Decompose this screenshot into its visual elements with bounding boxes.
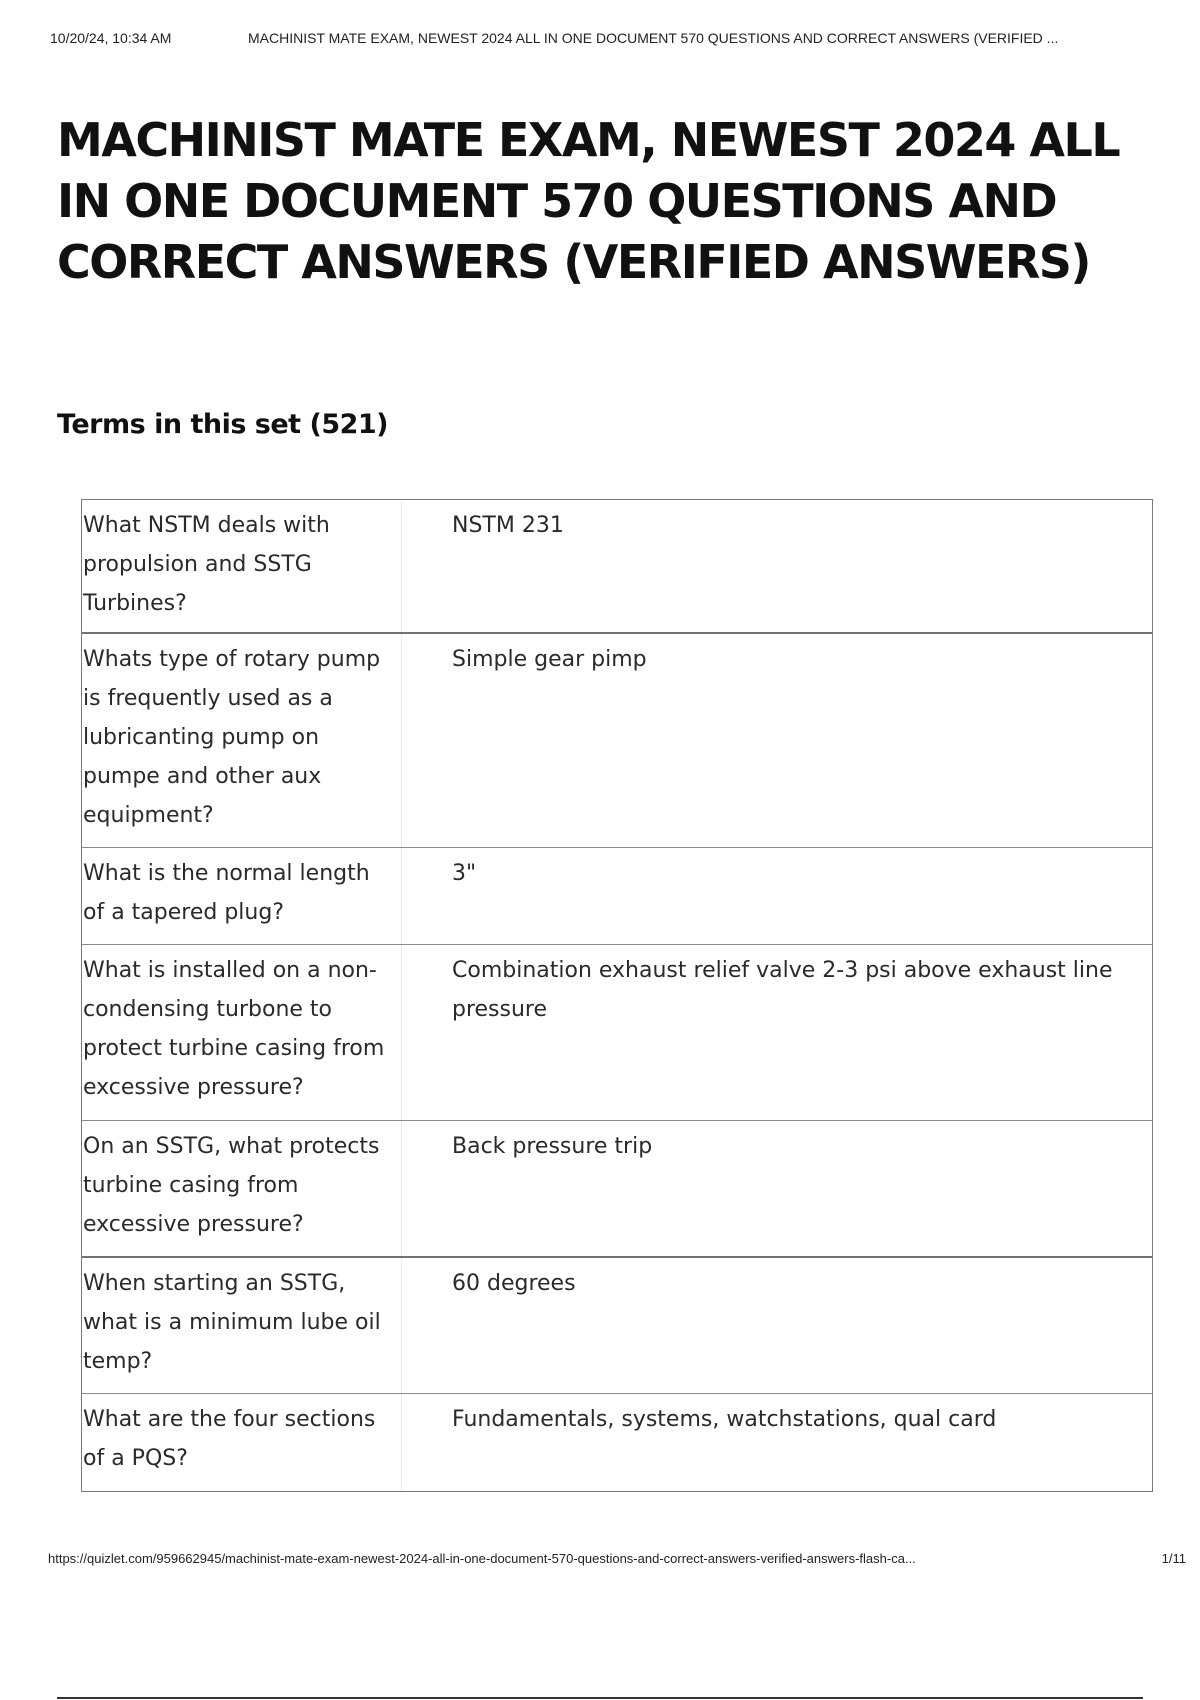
table-row [82,1121,1152,1258]
term-text: What is the normal length of a tapered plug? [82,848,402,944]
term-text: When starting an SSTG, what is a minimum lube oil temp? [82,1258,402,1393]
page-title: MACHINIST MATE EXAM, NEWEST 2024 ALL IN ONE DOCUMENT 570 QUESTIONS AND CORRECT ANSWERS (VERIFIED ANSWERS) [57,113,1120,289]
print-header-title: MACHINIST MATE EXAM, NEWEST 2024 ALL IN ONE DOCUMENT 570 QUESTIONS AND CORRECT ANSWERS (VERIFIED ... [248,30,1059,46]
definition-text: Fundamentals, systems, watchstations, qual card [452,1407,997,1432]
definition-text: 3" [452,861,477,886]
print-header [50,30,1182,50]
table-row [82,945,1152,1121]
page-number: 1/11 [1161,1551,1186,1566]
definition-text: Combination exhaust relief valve 2-3 psi above exhaust line pressure [452,958,1113,1022]
term-text: On an SSTG, what protects turbine casing from excessive pressure? [82,1121,402,1256]
table-row [82,1258,1152,1394]
table-row [82,848,1152,945]
definition-text: NSTM 231 [452,513,564,538]
term-text: Whats type of rotary pump is frequently used as a lubricanting pump on pumpe and other aux equipment? [82,634,402,847]
terms-count-heading: Terms in this set (521) [57,409,389,440]
source-url: https://quizlet.com/959662945/machinist-mate-exam-newest-2024-all-in-one-document-570-questions-and-correct-answers-verified-answers-flash-ca... [48,1551,916,1566]
term-text: What NSTM deals with propulsion and SSTG Turbines? [82,500,402,632]
print-timestamp: 10/20/24, 10:34 AM [50,30,172,46]
definition-text: Simple gear pimp [452,647,647,672]
definition-text: Back pressure trip [452,1134,653,1159]
table-row [82,500,1152,634]
terms-table [81,499,1153,1492]
definition-text: 60 degrees [452,1271,576,1296]
table-row [82,1394,1152,1491]
divider [57,1697,1143,1699]
print-footer [48,1551,1186,1571]
table-row [82,634,1152,848]
term-text: What is installed on a non-condensing turbone to protect turbine casing from excessive pressure? [82,945,402,1120]
term-text: What are the four sections of a PQS? [82,1394,402,1491]
